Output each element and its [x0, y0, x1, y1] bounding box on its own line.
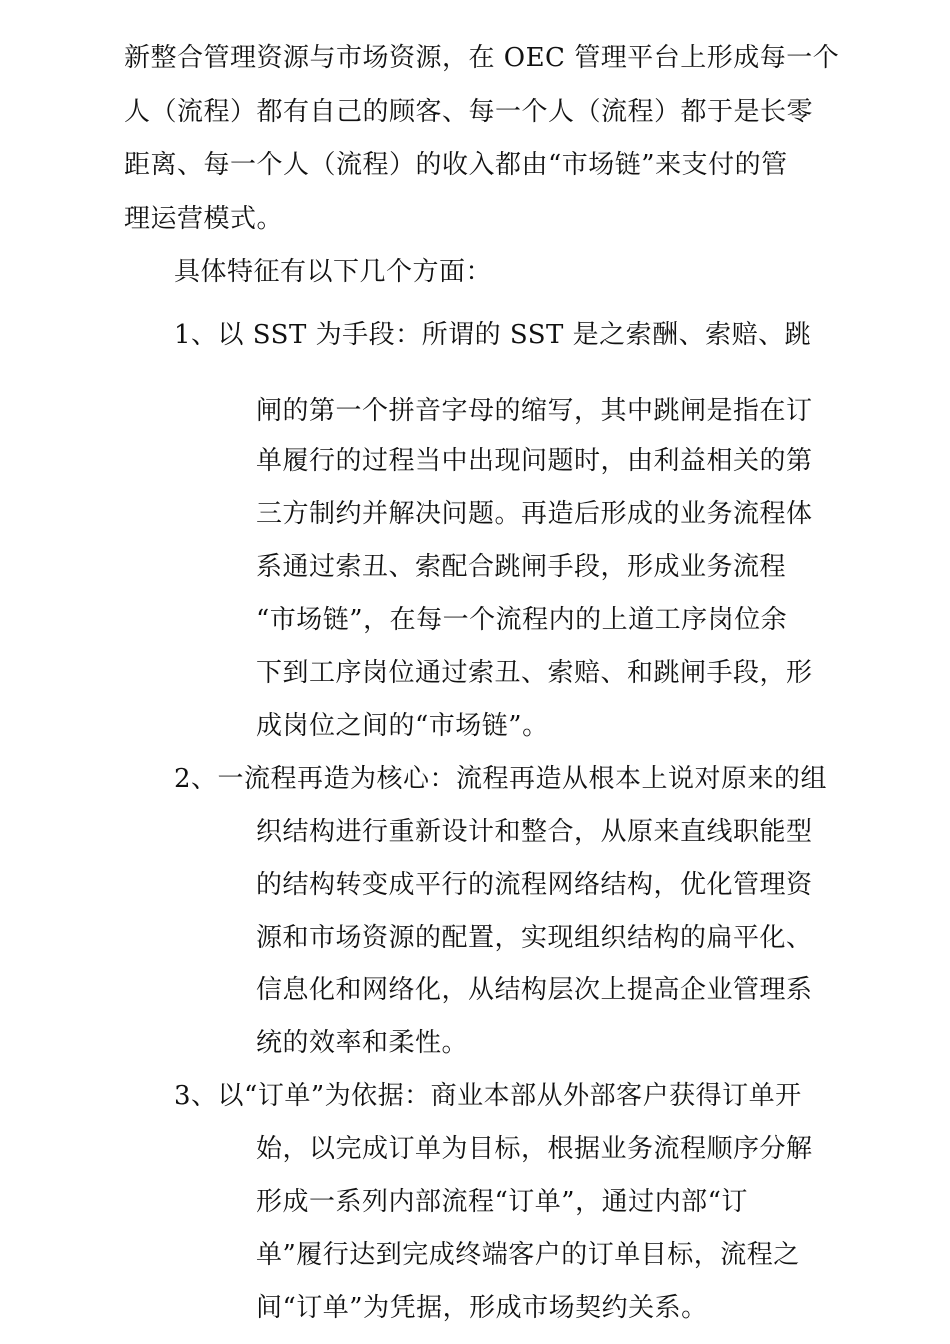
- list-item-line: 成岗位之间的“市场链”。: [256, 711, 549, 741]
- list-item-line: 形成一系列内部流程“订单”，通过内部“订: [256, 1187, 748, 1217]
- list-item-heading: 1、以 SST 为手段：所谓的 SST 是之索酬、索赔、跳: [174, 320, 812, 350]
- list-item-line: 织结构进行重新设计和整合，从原来直线职能型: [256, 817, 813, 847]
- list-item-line: 单履行的过程当中出现问题时，由利益相关的第: [256, 446, 813, 476]
- list-item-line: 统的效率和柔性。: [256, 1028, 469, 1058]
- intro-line: 新整合管理资源与市场资源，在 OEC 管理平台上形成每一个: [124, 43, 840, 73]
- list-item-line: 的结构转变成平行的流程网络结构，优化管理资: [256, 870, 813, 900]
- list-item-line: 系通过索丑、索配合跳闸手段，形成业务流程: [256, 552, 787, 582]
- list-item-line: 单”履行达到完成终端客户的订单目标，流程之: [256, 1240, 800, 1270]
- list-item-line: 间“订单”为凭据，形成市场契约关系。: [256, 1293, 708, 1323]
- list-item-line: 闸的第一个拼音字母的缩写，其中跳闸是指在订: [256, 396, 813, 426]
- list-item-line: 始，以完成订单为目标，根据业务流程顺序分解: [256, 1134, 813, 1164]
- list-item-heading: 2、一流程再造为核心：流程再造从根本上说对原来的组: [174, 764, 828, 794]
- list-item-line: 下到工序岗位通过索丑、索赔、和跳闸手段，形: [256, 658, 813, 688]
- list-item-line: 源和市场资源的配置，实现组织结构的扁平化、: [256, 923, 813, 953]
- list-item-line: “市场链”，在每一个流程内的上道工序岗位余: [256, 605, 788, 635]
- lead-sentence: 具体特征有以下几个方面：: [174, 257, 493, 287]
- list-item-heading: 3、以“订单”为依据：商业本部从外部客户获得订单开: [174, 1081, 802, 1111]
- list-item-line: 三方制约并解决问题。再造后形成的业务流程体: [256, 499, 813, 529]
- intro-line: 人（流程）都有自己的顾客、每一个人（流程）都于是长零: [124, 97, 814, 127]
- intro-line: 距离、每一个人（流程）的收入都由“市场链”来支付的管: [124, 150, 788, 180]
- intro-line: 理运营模式。: [124, 204, 284, 234]
- list-item-line: 信息化和网络化，从结构层次上提高企业管理系: [256, 975, 813, 1005]
